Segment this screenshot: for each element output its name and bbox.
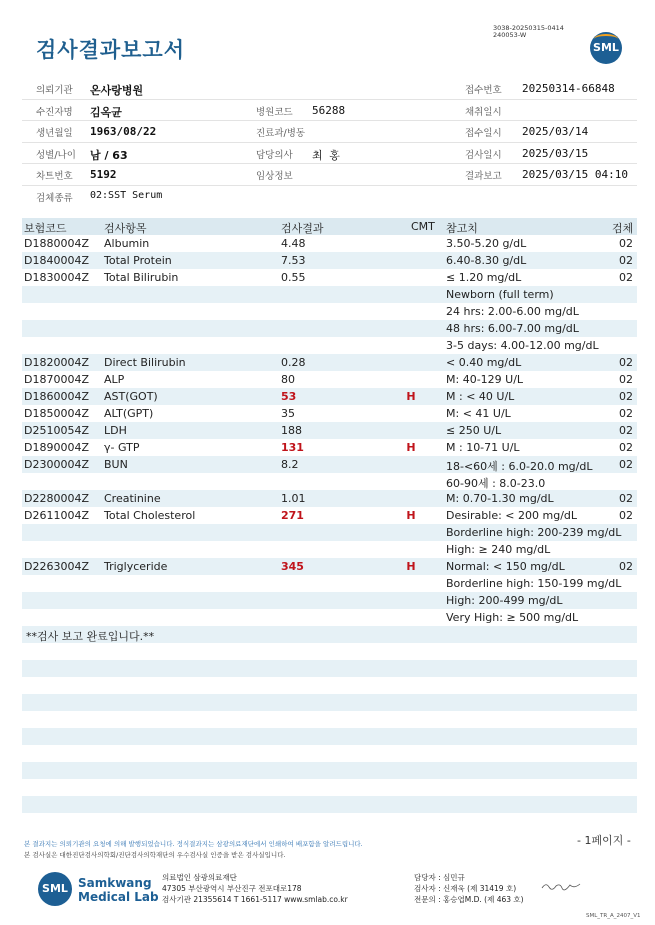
table-row [22,745,637,762]
result-item: Triglyceride [104,560,168,573]
result-reference: M: 40-129 U/L [446,373,524,386]
result-item: ALP [104,373,125,386]
result-value: 8.2 [281,458,299,471]
result-value: 7.53 [281,254,306,267]
result-reference: Borderline high: 200-239 mg/dL [446,526,622,539]
result-specimen: 02 [619,441,633,454]
table-row [22,626,637,643]
result-item: BUN [104,458,128,471]
table-row [22,779,637,796]
result-flag: H [406,509,416,522]
result-item: γ- GTP [104,441,140,454]
result-reference: Normal: < 150 mg/dL [446,560,565,573]
table-row [22,252,637,269]
result-reference: 24 hrs: 2.00-6.00 mg/dL [446,305,579,318]
info-row: 검체종류 02:SST Serum [36,189,163,204]
table-row [22,422,637,439]
result-flag: H [406,390,416,403]
form-version: SML_TR_A_2407_V1 [586,913,641,919]
result-value: 35 [281,407,295,420]
footer-note: 본 결과지는 의뢰기관의 요청에 의해 발행되었습니다. 정식결과지는 삼광의료재단에서 인쇄하여 배포함을 알려드립니다. [24,840,363,848]
table-row [22,507,637,524]
table-row [22,405,637,422]
table-row [22,762,637,779]
result-item: Creatinine [104,492,161,505]
result-value: 53 [281,390,297,403]
result-reference: 48 hrs: 6.00-7.00 mg/dL [446,322,579,335]
result-reference: ≤ 250 U/L [446,424,502,437]
result-code: D2611004Z [24,509,89,522]
result-reference: < 0.40 mg/dL [446,356,522,369]
result-item: Total Protein [104,254,172,267]
table-row [22,320,637,337]
patient-info [22,78,637,206]
result-specimen: 02 [619,237,633,250]
table-row [22,677,637,694]
table-row [22,388,637,405]
table-row [22,371,637,388]
result-code: D1870004Z [24,373,89,386]
result-specimen: 02 [619,407,633,420]
result-item: ALT(GPT) [104,407,154,420]
table-row [22,354,637,371]
result-reference: ≤ 1.20 mg/dL [446,271,522,284]
info-row: 수진자명 김옥균 병원코드 56288 채취일시 [22,100,637,122]
result-specimen: 02 [619,271,633,284]
table-row [22,337,637,354]
result-reference: Newborn (full term) [446,288,554,301]
table-row [22,643,637,660]
table-row [22,473,637,490]
brand-name: Samkwang Medical Lab [78,876,159,904]
result-code: D2510054Z [24,424,89,437]
result-reference: 3.50-5.20 g/dL [446,237,527,250]
table-row [22,439,637,456]
table-row [22,575,637,592]
result-item: Total Cholesterol [104,509,196,522]
result-code: D1840004Z [24,254,89,267]
result-item: Total Bilirubin [104,271,179,284]
result-reference: M : 10-71 U/L [446,441,520,454]
info-row: 의뢰기관 온사랑병원 접수번호 20250314-66848 [22,78,637,100]
result-value: 271 [281,509,304,522]
info-row: 차트번호 5192 임상정보 결과보고 2025/03/15 04:10 [22,164,637,186]
sml-logo: SML [590,32,622,64]
table-row [22,541,637,558]
result-value: 188 [281,424,302,437]
result-item: LDH [104,424,127,437]
result-item: AST(GOT) [104,390,158,403]
result-code: D2263004Z [24,560,89,573]
table-row [22,269,637,286]
result-specimen: 02 [619,254,633,267]
result-specimen: 02 [619,458,633,471]
table-row [22,694,637,711]
table-row [22,728,637,745]
table-row [22,558,637,575]
results-table [22,218,637,813]
table-row [22,490,637,507]
result-code: D1820004Z [24,356,89,369]
signature [540,880,584,892]
table-row [22,303,637,320]
result-reference: 6.40-8.30 g/dL [446,254,527,267]
table-row [22,609,637,626]
page-title: 검사결과보고서 [36,38,186,62]
result-code: D2280004Z [24,492,89,505]
result-reference: High: 200-499 mg/dL [446,594,563,607]
result-value: 131 [281,441,304,454]
result-item: Albumin [104,237,150,250]
result-value: 1.01 [281,492,306,505]
result-code: D1850004Z [24,407,89,420]
result-value: 4.48 [281,237,306,250]
result-code: D2300004Z [24,458,89,471]
table-row [22,456,637,473]
table-row [22,711,637,728]
info-row: 생년월일 1963/08/22 진료과/병동 접수일시 2025/03/14 [22,121,637,143]
table-row [22,592,637,609]
document-id: 3038-20250315-0414 240053-W [493,24,564,39]
table-body [22,235,637,643]
result-value: 345 [281,560,304,573]
result-reference: M: 0.70-1.30 mg/dL [446,492,554,505]
sml-footer-logo: SML [38,872,72,906]
result-flag: H [406,560,416,573]
result-code: D1860004Z [24,390,89,403]
result-reference: Very High: ≥ 500 mg/dL [446,611,579,624]
result-reference: 60-90세 : 8.0-23.0 [446,477,546,490]
result-flag: H [406,441,416,454]
result-specimen: 02 [619,373,633,386]
page-number: - 1페이지 - [577,834,631,847]
result-reference: M: < 41 U/L [446,407,511,420]
result-value: 80 [281,373,295,386]
result-code: D1830004Z [24,271,89,284]
result-reference: 18-<60세 : 6.0-20.0 mg/dL [446,460,593,473]
result-code: D1890004Z [24,441,89,454]
result-specimen: 02 [619,390,633,403]
result-code: **검사 보고 완료입니다.** [26,630,155,643]
result-reference: High: ≥ 240 mg/dL [446,543,551,556]
table-row [22,286,637,303]
result-value: 0.28 [281,356,306,369]
result-reference: Borderline high: 150-199 mg/dL [446,577,622,590]
address-block: 의료법인 삼광의료재단 47305 부산광역시 부산진구 전포대로178 검사기관 21355614 T 1661-5117 www.smlab.co.kr [162,873,348,904]
result-reference: Desirable: < 200 mg/dL [446,509,578,522]
footer-note-certification: 본 검사실은 대한진단검사의학회/진단검사의학재단의 우수검사실 인증을 받은 검사실입니다. [24,851,286,859]
result-specimen: 02 [619,492,633,505]
result-specimen: 02 [619,509,633,522]
table-row [22,524,637,541]
result-value: 0.55 [281,271,306,284]
result-reference: M : < 40 U/L [446,390,515,403]
table-row [22,235,637,252]
result-code: D1880004Z [24,237,89,250]
info-row: 성별/나이 남 / 63 담당의사 최 홍 검사일시 2025/03/15 [22,143,637,165]
table-row [22,660,637,677]
result-specimen: 02 [619,356,633,369]
table-row [22,796,637,813]
table-header: 보험코드 검사항목 검사결과 CMT 참고치 검체 [22,218,637,235]
result-specimen: 02 [619,560,633,573]
responsible-block: 담당자 : 심민규 검사자 : 신재욱 (제 31419 호) 전문의 : 홍승엽M.D. (제 463 호) [414,873,524,904]
result-item: Direct Bilirubin [104,356,186,369]
result-specimen: 02 [619,424,633,437]
result-reference: 3-5 days: 4.00-12.00 mg/dL [446,339,599,352]
